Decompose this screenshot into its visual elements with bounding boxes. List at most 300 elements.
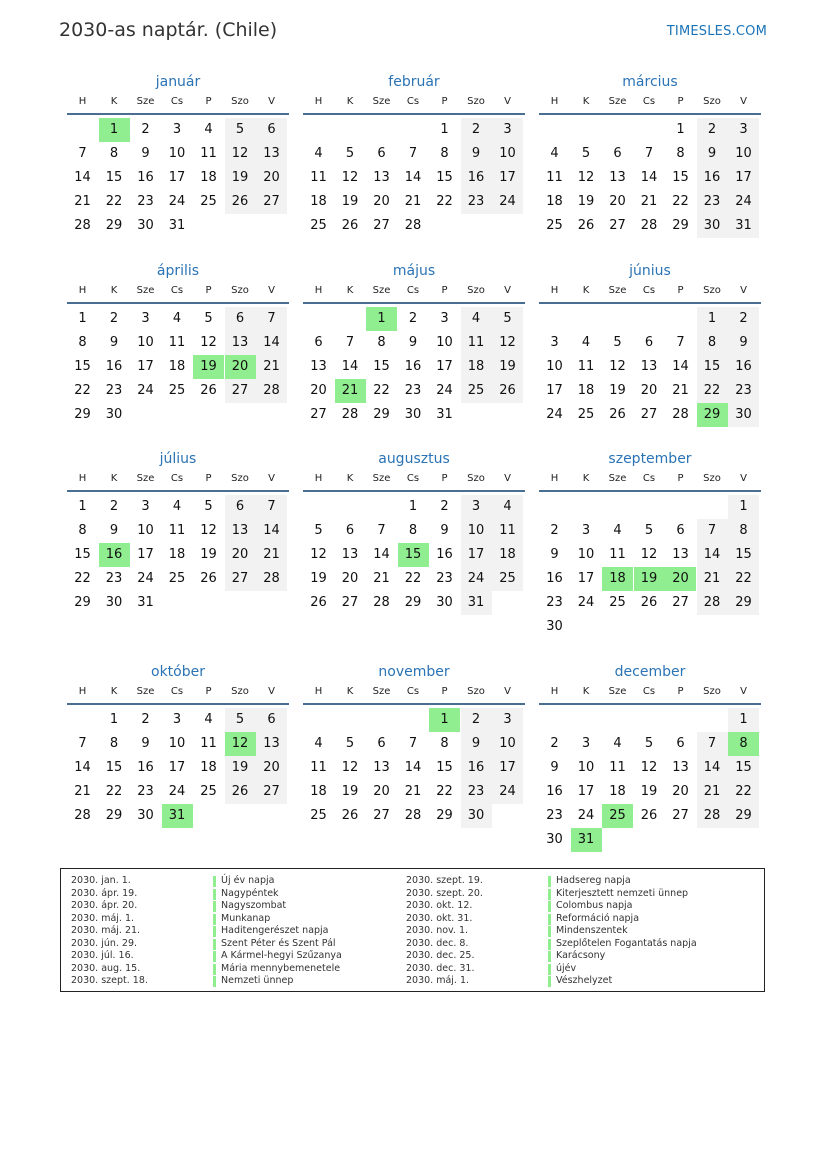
day-cell: 14 <box>256 519 287 543</box>
holiday-marker <box>213 939 216 950</box>
day-cell: 22 <box>373 383 390 398</box>
holiday-day-cell: 21 <box>335 379 366 403</box>
day-cell: 22 <box>436 194 453 209</box>
day-cell: 10 <box>492 142 523 166</box>
day-cell: 13 <box>672 760 689 775</box>
day-cell: 20 <box>256 756 287 780</box>
day-cell: 14 <box>373 547 390 562</box>
day-cell: 5 <box>644 523 654 538</box>
day-cell: 26 <box>225 780 256 804</box>
weekday-header: P <box>677 285 684 296</box>
day-cell: 17 <box>546 383 563 398</box>
day-cell: 15 <box>728 543 759 567</box>
day-cell: 11 <box>168 335 186 350</box>
day-cell: 20 <box>672 784 689 799</box>
weekday-header: H <box>78 686 87 697</box>
day-cell: 6 <box>345 523 355 538</box>
weekday-header: V <box>504 96 511 107</box>
holiday-marker <box>548 964 551 975</box>
day-cell: 5 <box>581 146 591 161</box>
day-cell: 11 <box>546 170 563 185</box>
weekday-header: H <box>314 473 323 484</box>
weekday-header: P <box>677 686 684 697</box>
day-cell: 31 <box>168 218 186 233</box>
day-cell: 14 <box>640 170 658 185</box>
day-cell: 12 <box>341 170 359 185</box>
weekday-header: Cs <box>170 473 184 484</box>
holiday-name: Nagyszombat <box>221 900 287 911</box>
day-cell: 23 <box>105 383 123 398</box>
weekday-header: V <box>740 285 747 296</box>
day-cell: 16 <box>697 166 728 190</box>
day-cell: 17 <box>461 543 492 567</box>
day-cell: 17 <box>168 760 186 775</box>
month-name: december <box>614 664 686 680</box>
day-cell: 4 <box>550 146 559 161</box>
day-cell: 29 <box>728 804 759 828</box>
day-cell: 2 <box>141 712 150 727</box>
day-cell: 30 <box>105 595 123 610</box>
holiday-name: A Kármel-hegyi Szűzanya <box>221 950 342 961</box>
day-cell: 21 <box>672 383 689 398</box>
day-cell: 17 <box>137 359 154 374</box>
holiday-day-cell: 18 <box>602 567 633 591</box>
day-cell: 2 <box>440 499 449 514</box>
day-cell: 22 <box>74 383 91 398</box>
holiday-name: Kiterjesztett nemzeti ünnep <box>556 887 689 899</box>
weekday-header: Cs <box>642 473 656 484</box>
weekday-header: V <box>504 473 511 484</box>
day-cell: 13 <box>256 732 287 756</box>
day-cell: 12 <box>200 335 217 350</box>
holiday-name: Szeplőtelen Fogantatás napja <box>556 937 697 949</box>
day-cell: 23 <box>546 808 563 823</box>
day-cell: 8 <box>109 736 119 751</box>
day-cell: 30 <box>105 407 123 422</box>
holiday-day-cell: 16 <box>99 543 130 567</box>
weekday-header: Cs <box>170 686 184 697</box>
weekday-header: Sze <box>372 96 391 107</box>
day-cell: 16 <box>105 359 123 374</box>
day-cell: 16 <box>546 571 563 586</box>
day-cell: 22 <box>728 567 759 591</box>
day-cell: 16 <box>546 784 563 799</box>
holiday-entry <box>71 888 401 901</box>
day-cell: 7 <box>377 523 386 538</box>
holiday-date: 2030. dec. 25. <box>406 950 475 961</box>
day-cell: 7 <box>408 146 418 161</box>
day-cell: 5 <box>345 146 355 161</box>
day-cell: 26 <box>200 383 217 398</box>
weekday-header: H <box>314 686 323 697</box>
day-cell: 26 <box>341 808 359 823</box>
holiday-marker <box>213 926 216 937</box>
weekday-header: H <box>78 285 87 296</box>
day-cell: 10 <box>577 760 595 775</box>
day-cell: 14 <box>697 756 728 780</box>
brand-link[interactable]: TIMESLES.COM <box>666 24 767 39</box>
weekday-header: P <box>441 473 448 484</box>
day-cell: 6 <box>676 523 685 538</box>
holiday-name: Szent Péter és Szent Pál <box>221 937 336 949</box>
holiday-marker <box>548 951 551 962</box>
day-cell: 16 <box>436 547 453 562</box>
day-cell: 25 <box>461 379 492 403</box>
holiday-marker <box>548 876 551 887</box>
day-cell: 8 <box>697 331 728 355</box>
day-cell: 24 <box>492 780 523 804</box>
weekday-header: H <box>78 473 87 484</box>
page-title: 2030-as naptár. (Chile) <box>59 19 278 41</box>
day-cell: 17 <box>577 784 595 799</box>
weekday-header: V <box>268 473 275 484</box>
weekday-header: H <box>78 96 87 107</box>
day-cell: 21 <box>74 194 91 209</box>
holiday-entry <box>406 975 756 988</box>
day-cell: 24 <box>492 190 523 214</box>
day-cell: 17 <box>492 166 523 190</box>
day-cell: 18 <box>168 359 186 374</box>
day-cell: 25 <box>200 784 217 799</box>
day-cell: 4 <box>204 712 213 727</box>
day-cell: 12 <box>640 760 658 775</box>
month-name: február <box>388 74 440 90</box>
day-cell: 1 <box>728 495 759 519</box>
day-cell: 16 <box>137 170 154 185</box>
day-cell: 23 <box>137 194 154 209</box>
day-cell: 28 <box>697 591 728 615</box>
weekday-header: Cs <box>406 686 420 697</box>
header-divider <box>67 703 289 705</box>
day-cell: 4 <box>314 146 323 161</box>
day-cell: 11 <box>200 736 217 751</box>
day-cell: 15 <box>436 760 453 775</box>
day-cell: 27 <box>225 567 256 591</box>
day-cell: 24 <box>577 595 595 610</box>
day-cell: 6 <box>256 708 287 732</box>
day-cell: 15 <box>672 170 689 185</box>
day-cell: 17 <box>728 166 759 190</box>
header-divider <box>67 490 289 492</box>
holiday-entry <box>71 963 401 976</box>
day-cell: 5 <box>204 311 213 326</box>
holiday-entry <box>406 938 756 951</box>
day-cell: 1 <box>676 122 685 137</box>
day-cell: 30 <box>137 808 154 823</box>
weekday-header: K <box>582 285 590 296</box>
day-cell: 17 <box>492 756 523 780</box>
day-cell: 21 <box>373 571 390 586</box>
day-cell: 3 <box>581 523 591 538</box>
day-cell: 8 <box>440 146 449 161</box>
day-cell: 16 <box>461 756 492 780</box>
day-cell: 23 <box>404 383 422 398</box>
holiday-date: 2030. dec. 31. <box>406 962 475 974</box>
holiday-name: Hadsereg napja <box>556 875 631 886</box>
month-name: május <box>392 263 436 279</box>
day-cell: 27 <box>256 190 287 214</box>
day-cell: 25 <box>310 218 327 233</box>
day-cell: 6 <box>676 736 685 751</box>
day-cell: 13 <box>672 547 689 562</box>
day-cell: 30 <box>546 832 563 847</box>
day-cell: 18 <box>492 543 523 567</box>
holiday-name: Vészhelyzet <box>556 975 613 986</box>
day-cell: 11 <box>310 170 327 185</box>
holiday-date: 2030. ápr. 20. <box>71 900 138 911</box>
weekday-header: K <box>346 96 354 107</box>
weekday-header: Cs <box>642 686 656 697</box>
day-cell: 14 <box>404 760 422 775</box>
day-cell: 7 <box>676 335 685 350</box>
weekday-header: Szo <box>703 96 721 107</box>
holiday-entry <box>71 938 401 951</box>
month-name: november <box>378 664 450 680</box>
holiday-date: 2030. nov. 1. <box>406 925 469 936</box>
day-cell: 8 <box>408 523 418 538</box>
day-cell: 3 <box>492 118 523 142</box>
day-cell: 22 <box>404 571 422 586</box>
day-cell: 3 <box>141 499 150 514</box>
day-cell: 14 <box>672 359 689 374</box>
day-cell: 2 <box>461 118 492 142</box>
day-cell: 20 <box>609 194 626 209</box>
holiday-date: 2030. szept. 19. <box>406 875 483 886</box>
day-cell: 15 <box>373 359 390 374</box>
weekday-header: P <box>441 96 448 107</box>
day-cell: 16 <box>461 166 492 190</box>
holiday-day-cell: 25 <box>602 804 633 828</box>
day-cell: 28 <box>404 218 422 233</box>
holiday-day-cell: 1 <box>366 307 397 331</box>
day-cell: 21 <box>404 784 422 799</box>
day-cell: 21 <box>697 567 728 591</box>
day-cell: 13 <box>310 359 327 374</box>
day-cell: 21 <box>256 355 287 379</box>
weekday-header: Sze <box>608 96 627 107</box>
day-cell: 7 <box>78 736 87 751</box>
header-divider <box>539 703 761 705</box>
month-name: március <box>622 74 678 90</box>
day-cell: 30 <box>404 407 422 422</box>
day-cell: 7 <box>78 146 87 161</box>
day-cell: 10 <box>168 736 186 751</box>
weekday-header: V <box>268 96 275 107</box>
holiday-date: 2030. szept. 18. <box>71 975 148 986</box>
weekday-header: Cs <box>642 285 656 296</box>
day-cell: 20 <box>256 166 287 190</box>
day-cell: 29 <box>728 591 759 615</box>
day-cell: 2 <box>408 311 418 326</box>
holiday-date: 2030. szept. 20. <box>406 887 483 899</box>
header-divider <box>303 113 525 115</box>
weekday-header: Sze <box>608 473 627 484</box>
day-cell: 12 <box>341 760 359 775</box>
day-cell: 28 <box>640 218 658 233</box>
day-cell: 11 <box>492 519 523 543</box>
weekday-header: K <box>346 473 354 484</box>
day-cell: 6 <box>225 495 256 519</box>
day-cell: 13 <box>341 547 359 562</box>
day-cell: 27 <box>310 407 327 422</box>
day-cell: 15 <box>105 760 123 775</box>
weekday-header: V <box>740 473 747 484</box>
holiday-marker <box>548 889 551 900</box>
holiday-entry <box>71 900 401 913</box>
day-cell: 20 <box>373 194 390 209</box>
weekday-header: K <box>110 96 118 107</box>
day-cell: 5 <box>225 708 256 732</box>
day-cell: 9 <box>697 142 728 166</box>
day-cell: 10 <box>436 335 453 350</box>
holiday-name: Reformáció napja <box>556 912 640 924</box>
day-cell: 9 <box>550 547 559 562</box>
weekday-header: H <box>550 285 559 296</box>
day-cell: 4 <box>461 307 492 331</box>
day-cell: 18 <box>577 383 595 398</box>
weekday-header: V <box>740 96 747 107</box>
month-name: június <box>629 263 671 279</box>
holiday-day-cell: 19 <box>193 355 224 379</box>
day-cell: 27 <box>225 379 256 403</box>
day-cell: 17 <box>137 547 154 562</box>
holiday-day-cell: 1 <box>429 708 460 732</box>
day-cell: 20 <box>310 383 327 398</box>
holiday-name: Mária mennybemenetele <box>221 962 341 974</box>
day-cell: 23 <box>461 780 492 804</box>
holiday-day-cell: 31 <box>571 828 602 852</box>
weekday-header: Szo <box>467 96 485 107</box>
day-cell: 16 <box>137 760 154 775</box>
day-cell: 28 <box>404 808 422 823</box>
holiday-marker <box>548 914 551 925</box>
day-cell: 19 <box>225 166 256 190</box>
holiday-date: 2030. okt. 12. <box>406 900 473 911</box>
day-cell: 3 <box>492 708 523 732</box>
day-cell: 28 <box>74 808 91 823</box>
day-cell: 12 <box>492 331 523 355</box>
header-divider <box>303 703 525 705</box>
day-cell: 19 <box>310 571 327 586</box>
day-cell: 16 <box>728 355 759 379</box>
weekday-header: K <box>346 686 354 697</box>
day-cell: 12 <box>640 547 658 562</box>
day-cell: 2 <box>728 307 759 331</box>
day-cell: 25 <box>546 218 563 233</box>
day-cell: 29 <box>404 595 422 610</box>
day-cell: 29 <box>436 808 453 823</box>
day-cell: 31 <box>728 214 759 238</box>
month-name: január <box>155 74 201 90</box>
day-cell: 10 <box>546 359 563 374</box>
day-cell: 4 <box>613 523 622 538</box>
weekday-header: P <box>677 473 684 484</box>
day-cell: 26 <box>640 595 658 610</box>
holiday-marker <box>213 901 216 912</box>
day-cell: 19 <box>609 383 626 398</box>
day-cell: 23 <box>546 595 563 610</box>
header-divider <box>303 302 525 304</box>
day-cell: 13 <box>225 519 256 543</box>
day-cell: 14 <box>256 331 287 355</box>
day-cell: 6 <box>256 118 287 142</box>
day-cell: 8 <box>440 736 449 751</box>
day-cell: 9 <box>408 335 418 350</box>
day-cell: 5 <box>225 118 256 142</box>
header-divider <box>539 490 761 492</box>
day-cell: 23 <box>105 571 123 586</box>
weekday-header: Sze <box>608 686 627 697</box>
weekday-header: P <box>205 285 212 296</box>
weekday-header: K <box>346 285 354 296</box>
day-cell: 9 <box>728 331 759 355</box>
weekday-header: Sze <box>136 473 155 484</box>
weekday-header: P <box>441 285 448 296</box>
day-cell: 17 <box>436 359 453 374</box>
day-cell: 11 <box>168 523 186 538</box>
day-cell: 26 <box>640 808 658 823</box>
day-cell: 27 <box>672 808 689 823</box>
day-cell: 7 <box>697 732 728 756</box>
day-cell: 5 <box>314 523 323 538</box>
day-cell: 29 <box>672 218 689 233</box>
day-cell: 1 <box>109 712 119 727</box>
holiday-date: 2030. máj. 1. <box>406 975 470 986</box>
day-cell: 14 <box>404 170 422 185</box>
holiday-entry <box>406 925 756 938</box>
day-cell: 11 <box>609 760 626 775</box>
day-cell: 17 <box>577 571 595 586</box>
day-cell: 24 <box>168 194 186 209</box>
day-cell: 14 <box>74 170 91 185</box>
day-cell: 6 <box>613 146 622 161</box>
day-cell: 30 <box>728 403 759 427</box>
day-cell: 6 <box>225 307 256 331</box>
weekday-header: Szo <box>467 285 485 296</box>
day-cell: 19 <box>225 756 256 780</box>
holiday-entry <box>406 875 756 888</box>
holiday-day-cell: 19 <box>634 567 665 591</box>
weekday-header: Sze <box>136 686 155 697</box>
day-cell: 13 <box>373 760 390 775</box>
day-cell: 26 <box>492 379 523 403</box>
day-cell: 7 <box>697 519 728 543</box>
holiday-date: 2030. aug. 15. <box>71 962 141 974</box>
day-cell: 30 <box>546 619 563 634</box>
holiday-date: 2030. júl. 16. <box>71 950 134 961</box>
weekday-header: Szo <box>231 473 249 484</box>
day-cell: 19 <box>577 194 595 209</box>
holiday-marker <box>213 889 216 900</box>
day-cell: 11 <box>577 359 595 374</box>
month-name: július <box>159 451 197 467</box>
weekday-header: P <box>205 686 212 697</box>
day-cell: 27 <box>609 218 626 233</box>
weekday-header: K <box>110 285 118 296</box>
day-cell: 19 <box>492 355 523 379</box>
day-cell: 22 <box>74 571 91 586</box>
day-cell: 25 <box>310 808 327 823</box>
holiday-name: Karácsony <box>556 950 606 961</box>
day-cell: 12 <box>225 142 256 166</box>
day-cell: 3 <box>440 311 449 326</box>
day-cell: 2 <box>550 523 559 538</box>
day-cell: 31 <box>137 595 154 610</box>
day-cell: 7 <box>345 335 355 350</box>
weekday-header: Sze <box>372 686 391 697</box>
day-cell: 6 <box>377 146 386 161</box>
holiday-date: 2030. okt. 31. <box>406 912 473 924</box>
